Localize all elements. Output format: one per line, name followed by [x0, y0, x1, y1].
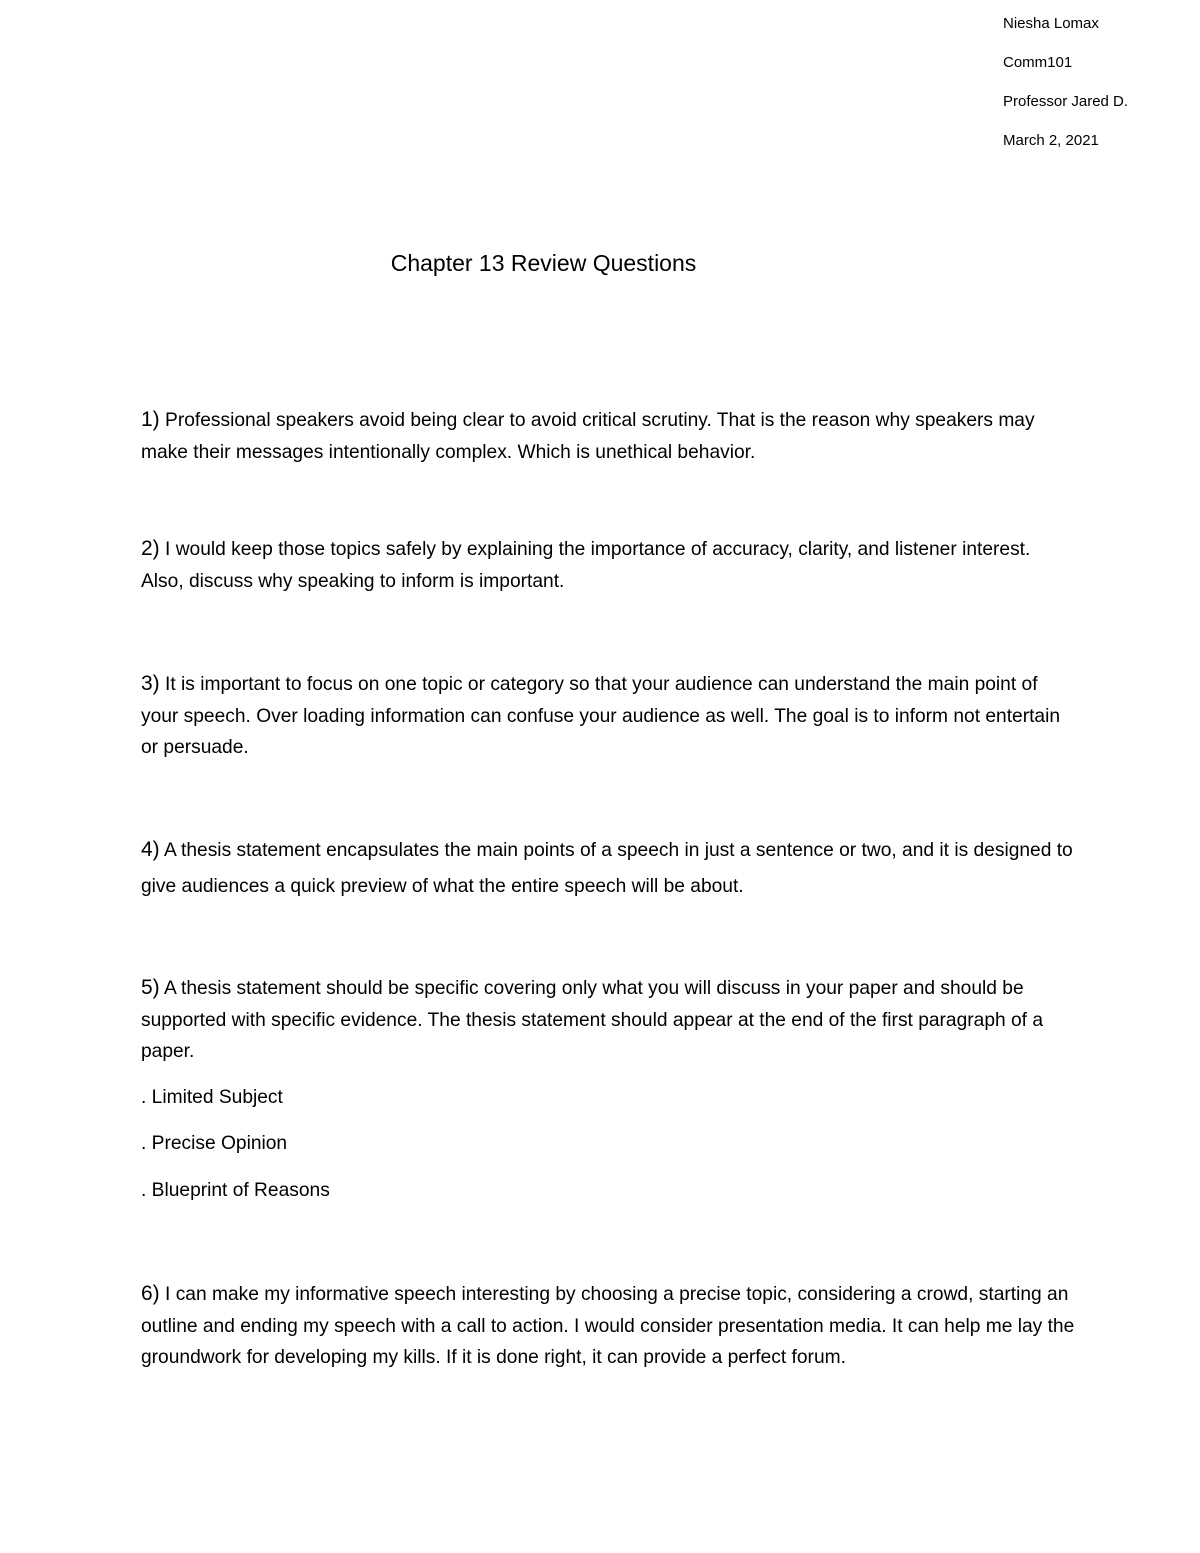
answer-number: 4) — [141, 838, 160, 861]
professor-name: Professor Jared D. — [1003, 93, 1129, 110]
answer-number: 5) — [141, 976, 160, 999]
answer-3 — [141, 668, 1076, 764]
answer-number: 2) — [141, 537, 160, 560]
answer-text: It is important to focus on one topic or category so that your audience can understand the main point of your speech. Over loading information can confuse your audience as well. The goal is to inform not entertain or persuade. — [141, 674, 1061, 758]
author-header — [1003, 14, 1193, 170]
thesis-element-item: . Precise Opinion — [141, 1133, 288, 1154]
thesis-element-item: . Limited Subject — [141, 1087, 283, 1108]
answer-text: A thesis statement encapsulates the main points of a speech in just a sentence or two, and it is designed to give audiences a quick preview of what the entire speech will be about. — [141, 840, 1073, 897]
author-name: Niesha Lomax — [1003, 15, 1099, 32]
answer-text: A thesis statement should be specific covering only what you will discuss in your paper and should be supported with specific evidence. The thesis statement should appear at the end of the first paragraph of a paper. — [141, 978, 1044, 1062]
answer-4 — [141, 832, 1076, 905]
document-title: Chapter 13 Review Questions — [390, 250, 697, 276]
answer-text: I can make my informative speech interesting by choosing a precise topic, considering a crowd, starting an outline and ending my speech with a call to action. I would consider presentation media. It can help me lay the groundwork for developing my kills. If it is done right, it can provide a perfect forum. — [141, 1284, 1075, 1368]
document-date: March 2, 2021 — [1003, 132, 1099, 149]
answer-1 — [141, 404, 1076, 468]
answer-text: I would keep those topics safely by explaining the importance of accuracy, clarity, and listener interest. Also, discuss why speaking to inform is important. — [141, 539, 1031, 592]
answer-text: Professional speakers avoid being clear to avoid critical scrutiny. That is the reason why speakers may make their messages intentionally complex. Which is unethical behavior. — [141, 410, 1035, 463]
thesis-element-item: . Blueprint of Reasons — [141, 1180, 330, 1201]
answer-number: 6) — [141, 1282, 160, 1305]
answer-2 — [141, 533, 1076, 597]
course-name: Comm101 — [1003, 54, 1073, 71]
answer-number: 3) — [141, 672, 160, 695]
answer-5 — [141, 972, 1076, 1068]
answer-6 — [141, 1278, 1076, 1374]
answer-number: 1) — [141, 408, 160, 431]
